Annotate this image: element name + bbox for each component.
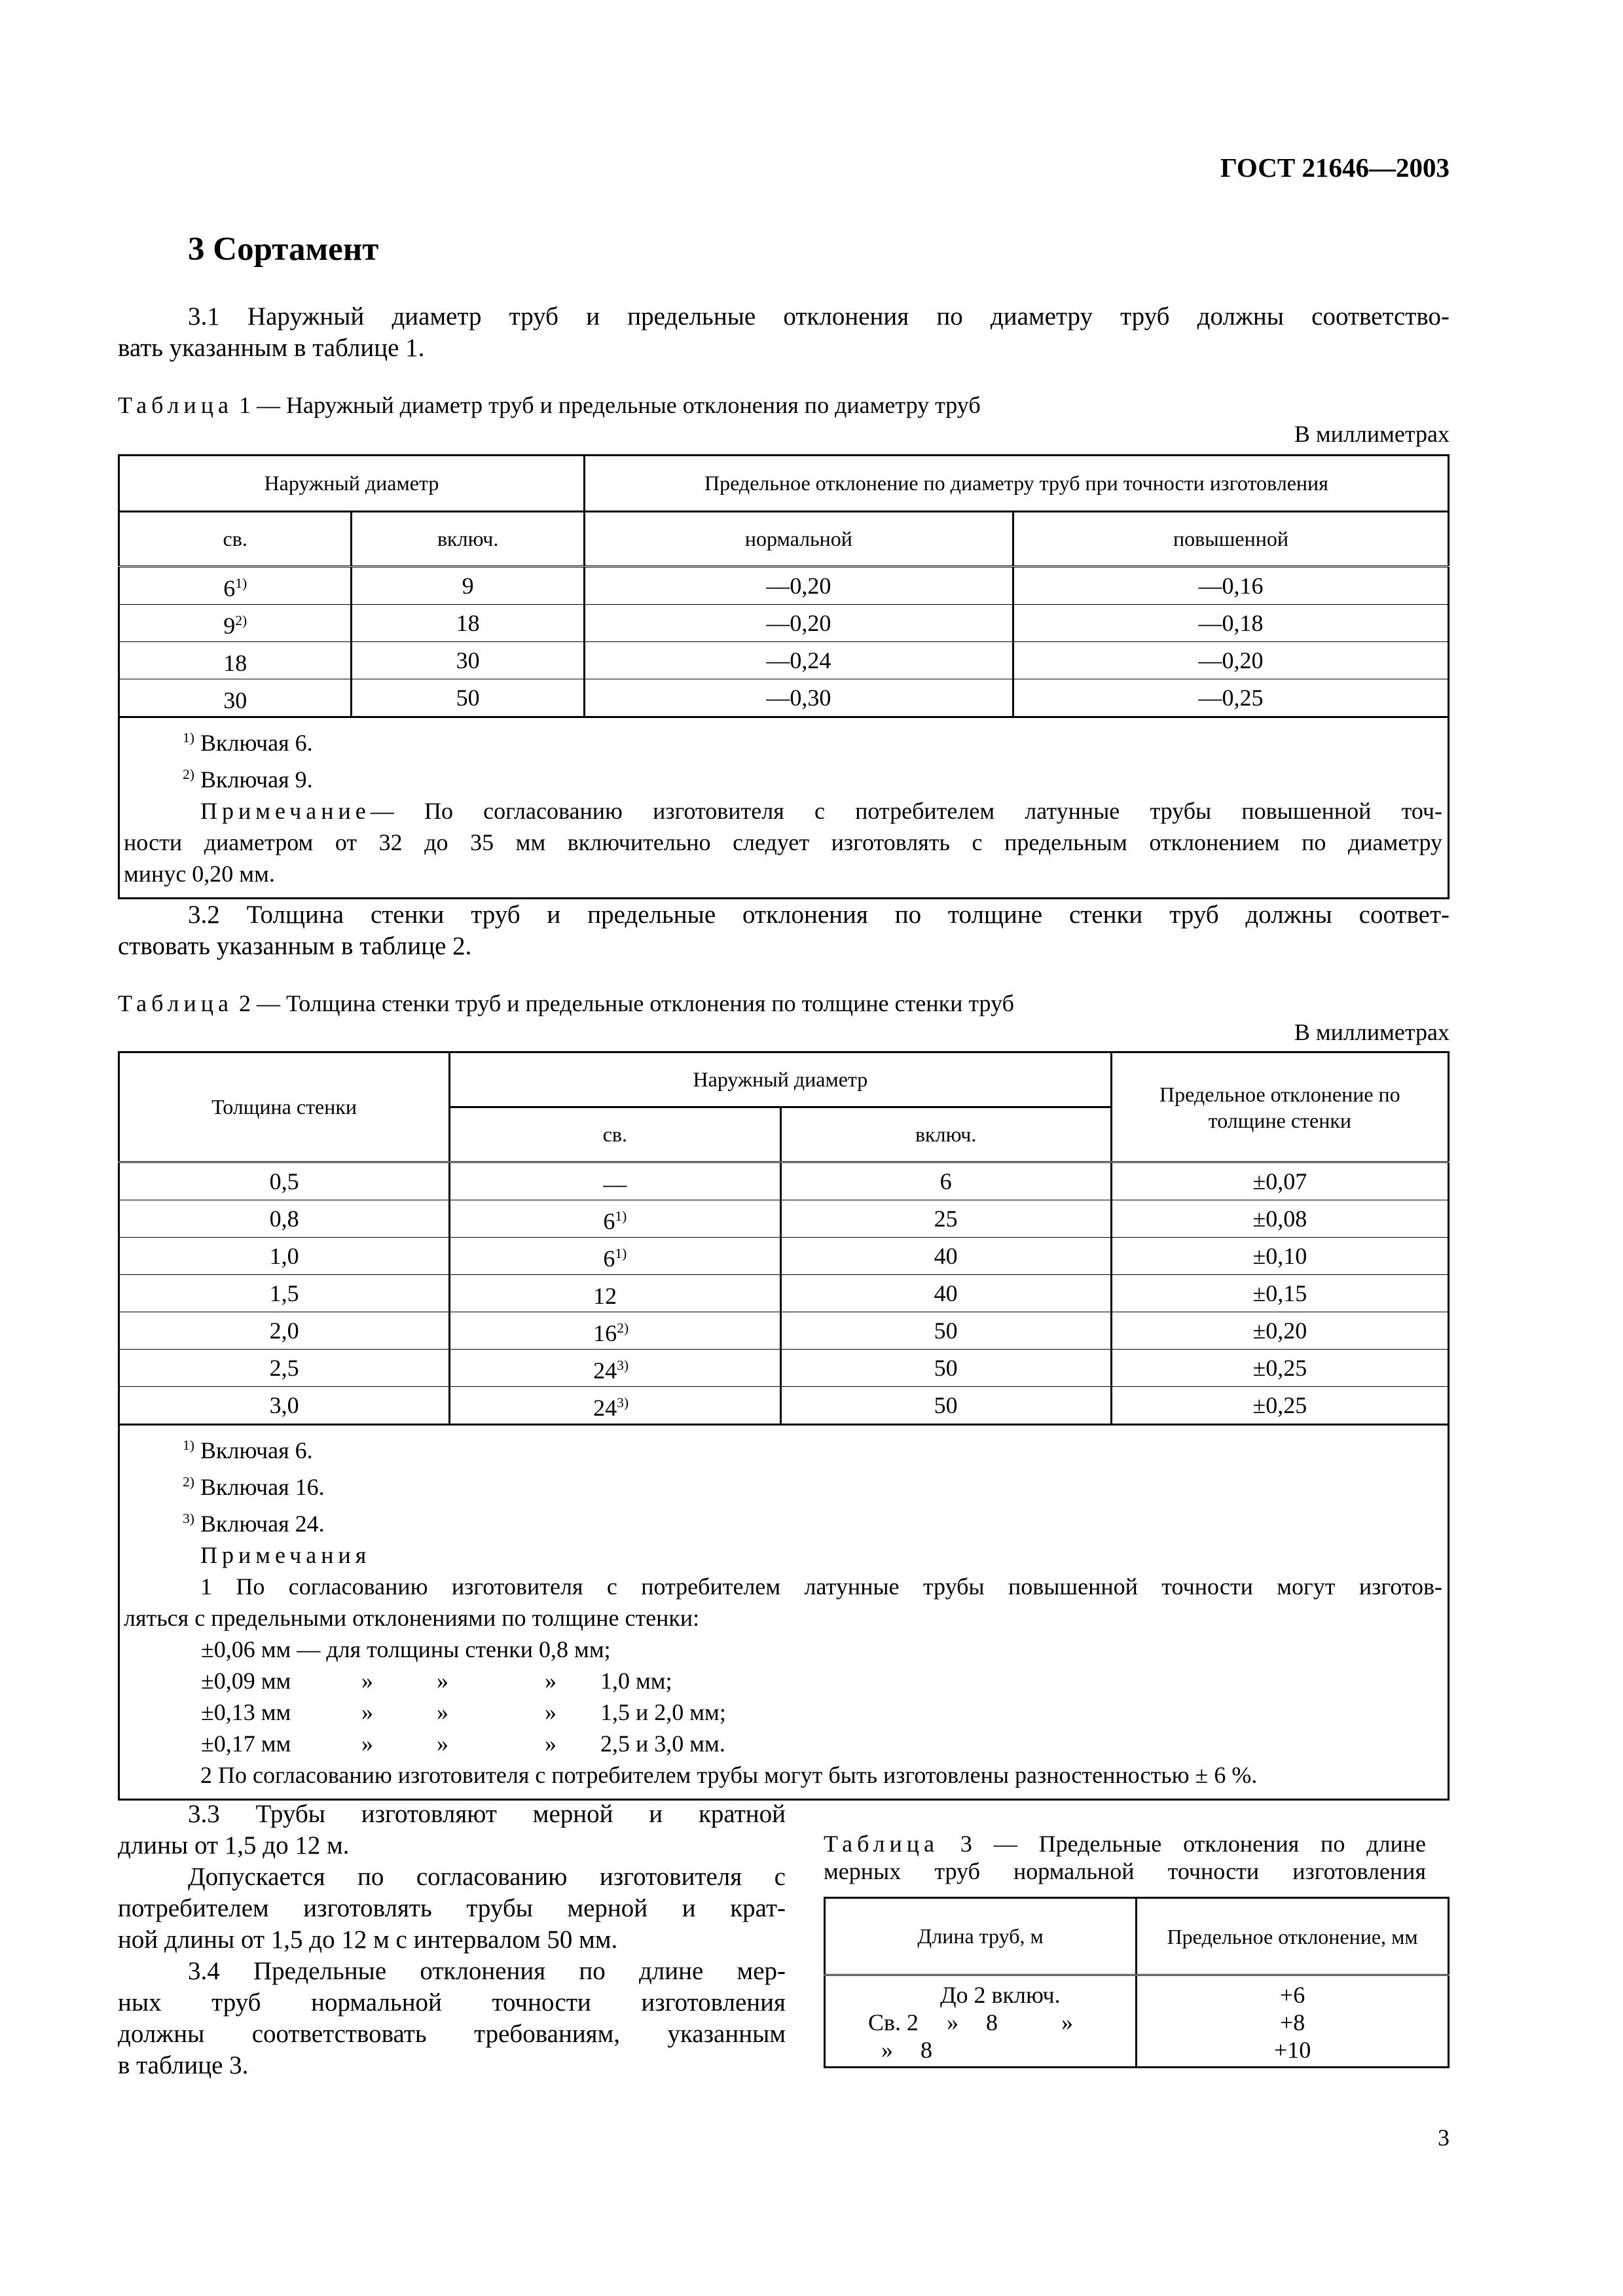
cell-normal: —0,20	[584, 567, 1013, 605]
length-line: Св. 2 » 8 »	[868, 2009, 1073, 2036]
table-row	[119, 1200, 1449, 1238]
standard-number: ГОСТ 21646—2003	[1220, 152, 1450, 183]
note-line: ности диаметром от 32 до 35 мм включительно следует изготовлять с предельным отклонением по диаметру	[124, 829, 1442, 855]
cell-wall: 1,5	[119, 1275, 450, 1312]
footnote: $^{2)}$ Включая 16.	[183, 1474, 325, 1500]
cell-from: 6$^{1)}$	[450, 1238, 780, 1275]
cell-to: 18	[352, 605, 585, 642]
section-title: 3 Сортамент	[188, 231, 379, 268]
header-from: св.	[450, 1107, 780, 1162]
header-wall: Толщина стенки	[119, 1052, 450, 1162]
table-notes-row	[119, 1425, 1449, 1800]
cell-from: 9$^{2)}$	[119, 605, 352, 642]
note-line: 1 По согласованию изготовителя с потребителем латунные трубы повышенной точности могут изготов-	[200, 1573, 1442, 1600]
cell-from: 24$^{3)}$	[450, 1350, 780, 1387]
paragraph-line: в таблице 3.	[118, 2051, 249, 2079]
cell-wall: 2,5	[119, 1350, 450, 1387]
tolerance-line: ±0,13 мм » » » 1,5 и 2,0 мм;	[201, 1699, 726, 1725]
header-outer-diameter: Наружный диаметр	[450, 1052, 1112, 1107]
caption-line: Таблица 3 — Предельные отклонения по длине	[824, 1831, 1427, 1857]
header-deviation: Предельное отклонение по толщине стенки	[1111, 1052, 1448, 1162]
length-line: » 8	[881, 2037, 932, 2063]
header-to: включ.	[780, 1107, 1111, 1162]
table-row	[119, 1312, 1449, 1350]
table-row	[119, 1350, 1449, 1387]
header-length: Длина труб, м	[825, 1898, 1137, 1975]
cell-to: 50	[352, 679, 585, 717]
note-line: минус 0,20 мм.	[124, 861, 275, 887]
header-outer-diameter: Наружный диаметр	[119, 456, 585, 512]
table-header-row	[119, 512, 1449, 567]
table-row	[119, 1387, 1449, 1425]
cell-to: 50	[780, 1312, 1111, 1350]
tolerance-line: ±0,09 мм » » » 1,0 мм;	[201, 1668, 672, 1694]
cell-from: —	[450, 1162, 780, 1200]
cell-from: 18	[119, 642, 352, 679]
cell-dev: ±0,15	[1111, 1275, 1448, 1312]
cell-to: 30	[352, 642, 585, 679]
caption-label: Таблица	[118, 392, 233, 418]
cell-normal: —0,20	[584, 605, 1013, 642]
cell-high: —0,20	[1013, 642, 1448, 679]
cell-from: 16$^{2)}$	[450, 1312, 780, 1350]
notes-label: Примечания	[200, 1542, 371, 1568]
table-row	[119, 1275, 1449, 1312]
cell-high: —0,18	[1013, 605, 1448, 642]
cell-to: 40	[780, 1238, 1111, 1275]
table-notes-row	[119, 717, 1449, 899]
footnote: $^{2)}$ Включая 9.	[183, 766, 313, 793]
cell-length	[825, 1975, 1137, 2068]
paragraph-line: потребителем изготовлять трубы мерной и крат-	[118, 1894, 786, 1922]
caption-text: 2 — Толщина стенки труб и предельные отклонения по толщине стенки труб	[238, 990, 1014, 1016]
table-body-row	[825, 1975, 1449, 2068]
paragraph-3-1	[118, 301, 1450, 364]
paragraph-line: Допускается по согласованию изготовителя с	[188, 1863, 786, 1891]
cell-high: —0,25	[1013, 679, 1448, 717]
paragraph-line: 3.2 Толщина стенки труб и предельные отклонения по толщине стенки труб должны соответ-	[188, 901, 1450, 929]
paragraph-line: ной длины от 1,5 до 12 м с интервалом 50 мм.	[118, 1926, 618, 1954]
table1-caption	[118, 391, 981, 419]
header-deviation: Предельное отклонение по диаметру труб при точности изготовления	[584, 456, 1448, 512]
cell-deviation	[1137, 1975, 1449, 2068]
cell-from: 30	[119, 679, 352, 717]
table2-caption	[118, 990, 1014, 1017]
table3	[824, 1897, 1450, 2068]
deviation-value: +8	[1279, 2009, 1305, 2036]
table-header-row	[825, 1898, 1449, 1975]
caption-line: мерных труб нормальной точности изготовления	[824, 1858, 1426, 1884]
table1-unit: В миллиметрах	[1294, 421, 1450, 447]
cell-from: 24$^{3)}$	[450, 1387, 780, 1425]
paragraph-line: должны соответствовать требованиям, указанным	[118, 2020, 786, 2048]
table-row	[119, 642, 1449, 679]
cell-normal: —0,24	[584, 642, 1013, 679]
cell-to: 40	[780, 1275, 1111, 1312]
cell-wall: 0,5	[119, 1162, 450, 1200]
cell-to: 50	[780, 1387, 1111, 1425]
cell-to: 50	[780, 1350, 1111, 1387]
length-line: До 2 включ.	[940, 1982, 1061, 2008]
header-high: повышенной	[1013, 512, 1448, 567]
note-line: 2 По согласованию изготовителя с потребителем трубы могут быть изготовлены разностенностью ± 6 %.	[200, 1762, 1258, 1788]
paragraph-3-3-3-4	[118, 1799, 786, 2081]
tolerance-line: ±0,06 мм — для толщины стенки 0,8 мм;	[201, 1636, 611, 1662]
cell-dev: ±0,25	[1111, 1350, 1448, 1387]
paragraph-line: 3.3 Трубы изготовляют мерной и кратной	[188, 1800, 786, 1828]
header-to: включ.	[352, 512, 585, 567]
table-header-row	[119, 456, 1449, 512]
cell-wall: 1,0	[119, 1238, 450, 1275]
header-normal: нормальной	[584, 512, 1013, 567]
paragraph-line: вать указанным в таблице 1.	[118, 334, 425, 362]
cell-dev: ±0,25	[1111, 1387, 1448, 1425]
paragraph-line: ствовать указанным в таблице 2.	[118, 932, 472, 960]
note-line: ляться с предельными отклонениями по толщине стенки:	[124, 1605, 700, 1631]
deviation-value: +10	[1273, 2037, 1311, 2063]
caption-text: 1 — Наружный диаметр труб и предельные отклонения по диаметру труб	[238, 392, 981, 418]
paragraph-3-2	[118, 899, 1450, 962]
page-number: 3	[1438, 2125, 1450, 2151]
caption-label: Таблица	[118, 990, 233, 1016]
deviation-value: +6	[1279, 1982, 1305, 2008]
table-row	[119, 679, 1449, 717]
table-row	[119, 567, 1449, 605]
header-deviation: Предельное отклонение, мм	[1137, 1898, 1449, 1975]
cell-dev: ±0,08	[1111, 1200, 1448, 1238]
paragraph-line: ных труб нормальной точности изготовления	[118, 1988, 786, 2017]
footnote: $^{3)}$ Включая 24.	[183, 1511, 325, 1537]
table1-notes	[119, 717, 1449, 899]
cell-wall: 2,0	[119, 1312, 450, 1350]
table-header-row	[119, 1052, 1449, 1107]
paragraph-line: длины от 1,5 до 12 м.	[118, 1831, 350, 1859]
note-line: Примечание— По согласованию изготовителя с потребителем латунные трубы повышенной точ-	[200, 798, 1442, 824]
cell-from: 12	[450, 1275, 780, 1312]
cell-wall: 0,8	[119, 1200, 450, 1238]
cell-high: —0,16	[1013, 567, 1448, 605]
cell-to: 6	[780, 1162, 1111, 1200]
table-row	[119, 1238, 1449, 1275]
cell-to: 25	[780, 1200, 1111, 1238]
cell-from: 6$^{1)}$	[450, 1200, 780, 1238]
table3-caption	[824, 1830, 1426, 1885]
paragraph-line: 3.1 Наружный диаметр труб и предельные отклонения по диаметру труб должны соответство-	[188, 302, 1450, 331]
cell-normal: —0,30	[584, 679, 1013, 717]
cell-wall: 3,0	[119, 1387, 450, 1425]
header-from: св.	[119, 512, 352, 567]
table2-notes	[119, 1425, 1449, 1800]
cell-dev: ±0,07	[1111, 1162, 1448, 1200]
tolerance-line: ±0,17 мм » » » 2,5 и 3,0 мм.	[201, 1731, 725, 1757]
footnote: $^{1)}$ Включая 6.	[183, 730, 313, 756]
table2-unit: В миллиметрах	[1294, 1019, 1450, 1045]
footnote: $^{1)}$ Включая 6.	[183, 1437, 313, 1463]
paragraph-line: 3.4 Предельные отклонения по длине мер-	[188, 1957, 786, 1985]
table-row	[119, 605, 1449, 642]
table2	[118, 1051, 1450, 1801]
cell-to: 9	[352, 567, 585, 605]
table-row	[119, 1162, 1449, 1200]
cell-dev: ±0,20	[1111, 1312, 1448, 1350]
table1	[118, 454, 1450, 899]
cell-dev: ±0,10	[1111, 1238, 1448, 1275]
cell-from: 6$^{1)}$	[119, 567, 352, 605]
